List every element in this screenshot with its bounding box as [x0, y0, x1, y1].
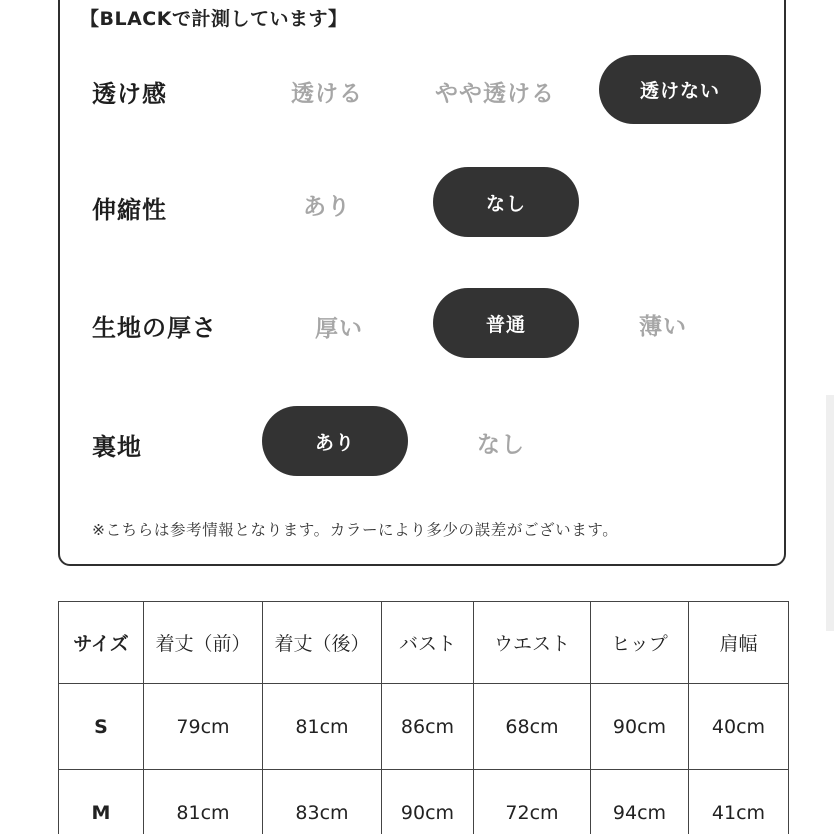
- lining-option-no: なし: [477, 431, 525, 458]
- table-cell: 81cm: [144, 770, 263, 834]
- header-shoulder-width: 肩幅: [689, 602, 789, 684]
- table-cell: 79cm: [144, 684, 263, 770]
- transparency-option-sheer: 透ける: [291, 80, 363, 107]
- stretch-option-yes: あり: [303, 193, 351, 220]
- thickness-option-thin: 薄い: [639, 313, 687, 340]
- transparency-option-not-sheer: 透けない: [599, 55, 761, 124]
- table-cell: 90cm: [382, 770, 474, 834]
- reference-note: ※こちらは参考情報となります。カラーにより多少の誤差がございます。: [92, 521, 619, 539]
- scrollbar-track[interactable]: [826, 395, 834, 631]
- size-table: [58, 601, 789, 834]
- table-cell: 41cm: [689, 770, 789, 834]
- measurement-caption: 【BLACKで計測しています】: [80, 8, 348, 30]
- fabric-thickness-label: 生地の厚さ: [92, 314, 217, 342]
- header-length-back: 着丈（後）: [263, 602, 382, 684]
- table-cell: 68cm: [474, 684, 591, 770]
- table-row: [59, 770, 789, 834]
- table-cell: 83cm: [263, 770, 382, 834]
- header-length-front: 着丈（前）: [144, 602, 263, 684]
- header-waist: ウエスト: [474, 602, 591, 684]
- thickness-option-thick: 厚い: [315, 315, 363, 342]
- header-hip: ヒップ: [591, 602, 689, 684]
- size-cell: S: [59, 684, 144, 770]
- table-cell: 90cm: [591, 684, 689, 770]
- table-cell: 86cm: [382, 684, 474, 770]
- header-size: サイズ: [59, 602, 144, 684]
- table-row: [59, 684, 789, 770]
- size-table-header-row: [59, 602, 789, 684]
- header-bust: バスト: [382, 602, 474, 684]
- table-cell: 94cm: [591, 770, 689, 834]
- transparency-option-slightly-sheer: やや透ける: [435, 80, 555, 107]
- size-cell: M: [59, 770, 144, 834]
- stretch-label: 伸縮性: [92, 196, 167, 224]
- stretch-option-no: なし: [433, 167, 579, 237]
- thickness-option-normal: 普通: [433, 288, 579, 358]
- lining-label: 裏地: [92, 433, 142, 461]
- table-cell: 40cm: [689, 684, 789, 770]
- table-cell: 81cm: [263, 684, 382, 770]
- transparency-label: 透け感: [92, 80, 167, 108]
- table-cell: 72cm: [474, 770, 591, 834]
- lining-option-yes: あり: [262, 406, 408, 476]
